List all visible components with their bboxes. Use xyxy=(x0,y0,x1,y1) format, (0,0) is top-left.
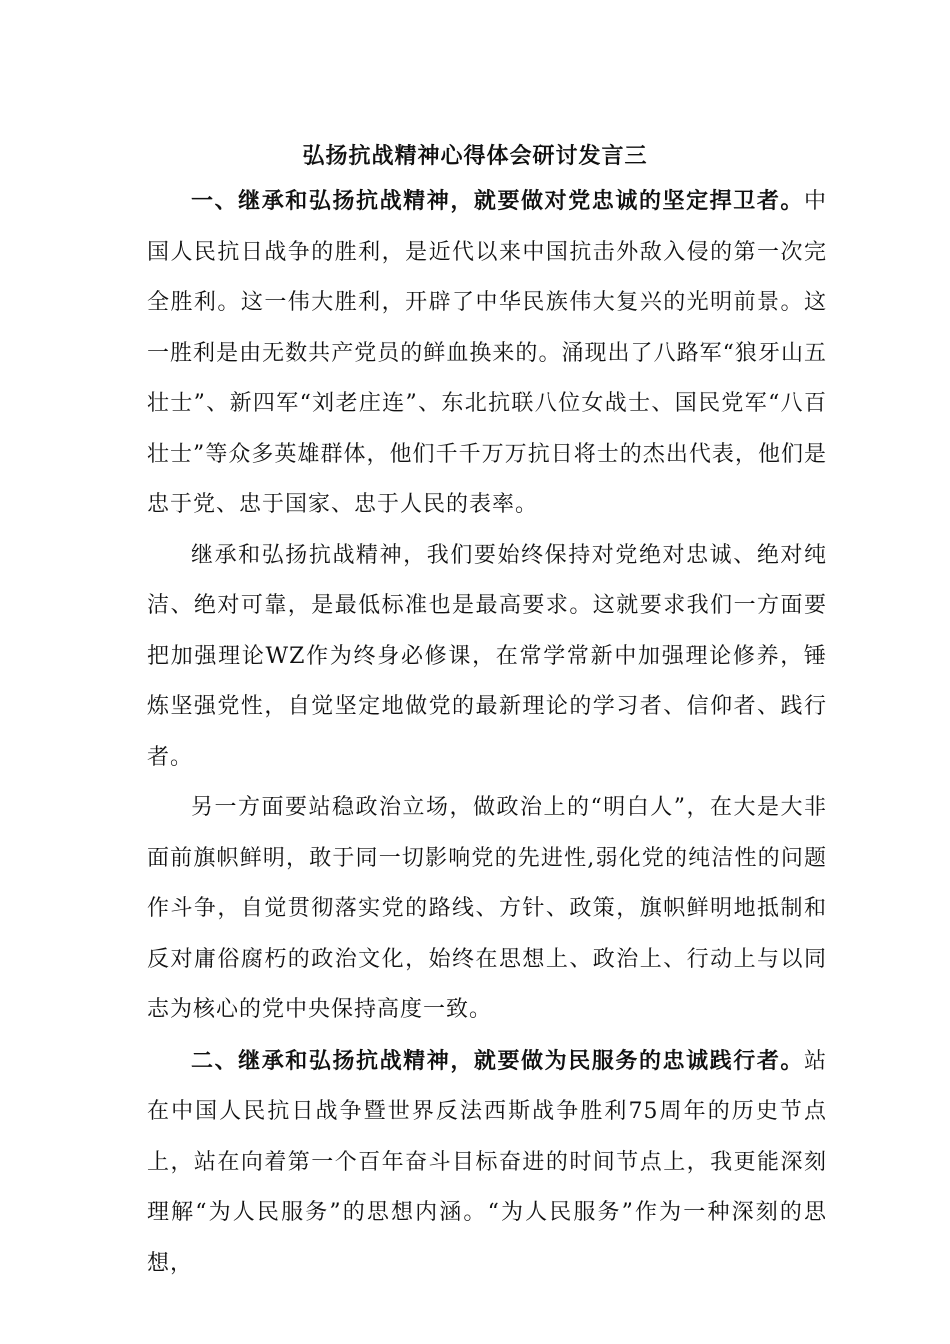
paragraph-1 xyxy=(147,176,827,531)
paragraph-2-text: 继承和弘扬抗战精神，我们要始终保持对党绝对忠诚、绝对纯洁、绝对可靠，是最低标准也是最高要求。这就要求我们一方面要把加强理论WZ作为终身必修课，在常学常新中加强理论修养，锤炼坚强党性，自觉坚定地做党的最新理论的学习者、信仰者、践行者。 xyxy=(147,542,827,770)
paragraph-1-heading: 一、继承和弘扬抗战精神，就要做对党忠诚的坚定捍卫者。 xyxy=(191,188,804,214)
paragraph-4-heading: 二、继承和弘扬抗战精神，就要做为民服务的忠诚践行者。 xyxy=(191,1047,804,1074)
paragraph-2 xyxy=(147,531,827,784)
paragraph-4-text: 站在中国人民抗日战争暨世界反法西斯战争胜利75周年的历史节点上，站在向着第一个百年奋斗目标奋进的时间节点上，我更能深刻理解“为人民服务”的思想内涵。“为人民服务”作为一种深刻的思想， xyxy=(147,1048,827,1276)
document-title: 弘扬抗战精神心得体会研讨发言三 xyxy=(302,143,648,169)
document-body xyxy=(147,176,827,1289)
paragraph-1-text: 中国人民抗日战争的胜利，是近代以来中国抗击外敌入侵的第一次完全胜利。这一伟大胜利，开辟了中华民族伟大复兴的光明前景。这一胜利是由无数共产党员的鲜血换来的。涌现出了八路军“狼牙山五壮士”、新四军“刘老庄连”、东北抗联八位女战士、国民党军“八百壮士”等众多英雄群体，他们千千万万抗日将士的杰出代表，他们是忠于党、忠于国家、忠于人民的表率。 xyxy=(147,189,827,517)
paragraph-3 xyxy=(147,783,827,1036)
paragraph-3-text: 另一方面要站稳政治立场，做政治上的“明白人”，在大是大非面前旗帜鲜明，敢于同一切影响党的先进性,弱化党的纯洁性的问题作斗争，自觉贯彻落实党的路线、方针、政策，旗帜鲜明地抵制和反对庸俗腐朽的政治文化，始终在思想上、政治上、行动上与以同志为核心的党中央保持高度一致。 xyxy=(147,795,827,1022)
paragraph-4 xyxy=(147,1036,827,1290)
